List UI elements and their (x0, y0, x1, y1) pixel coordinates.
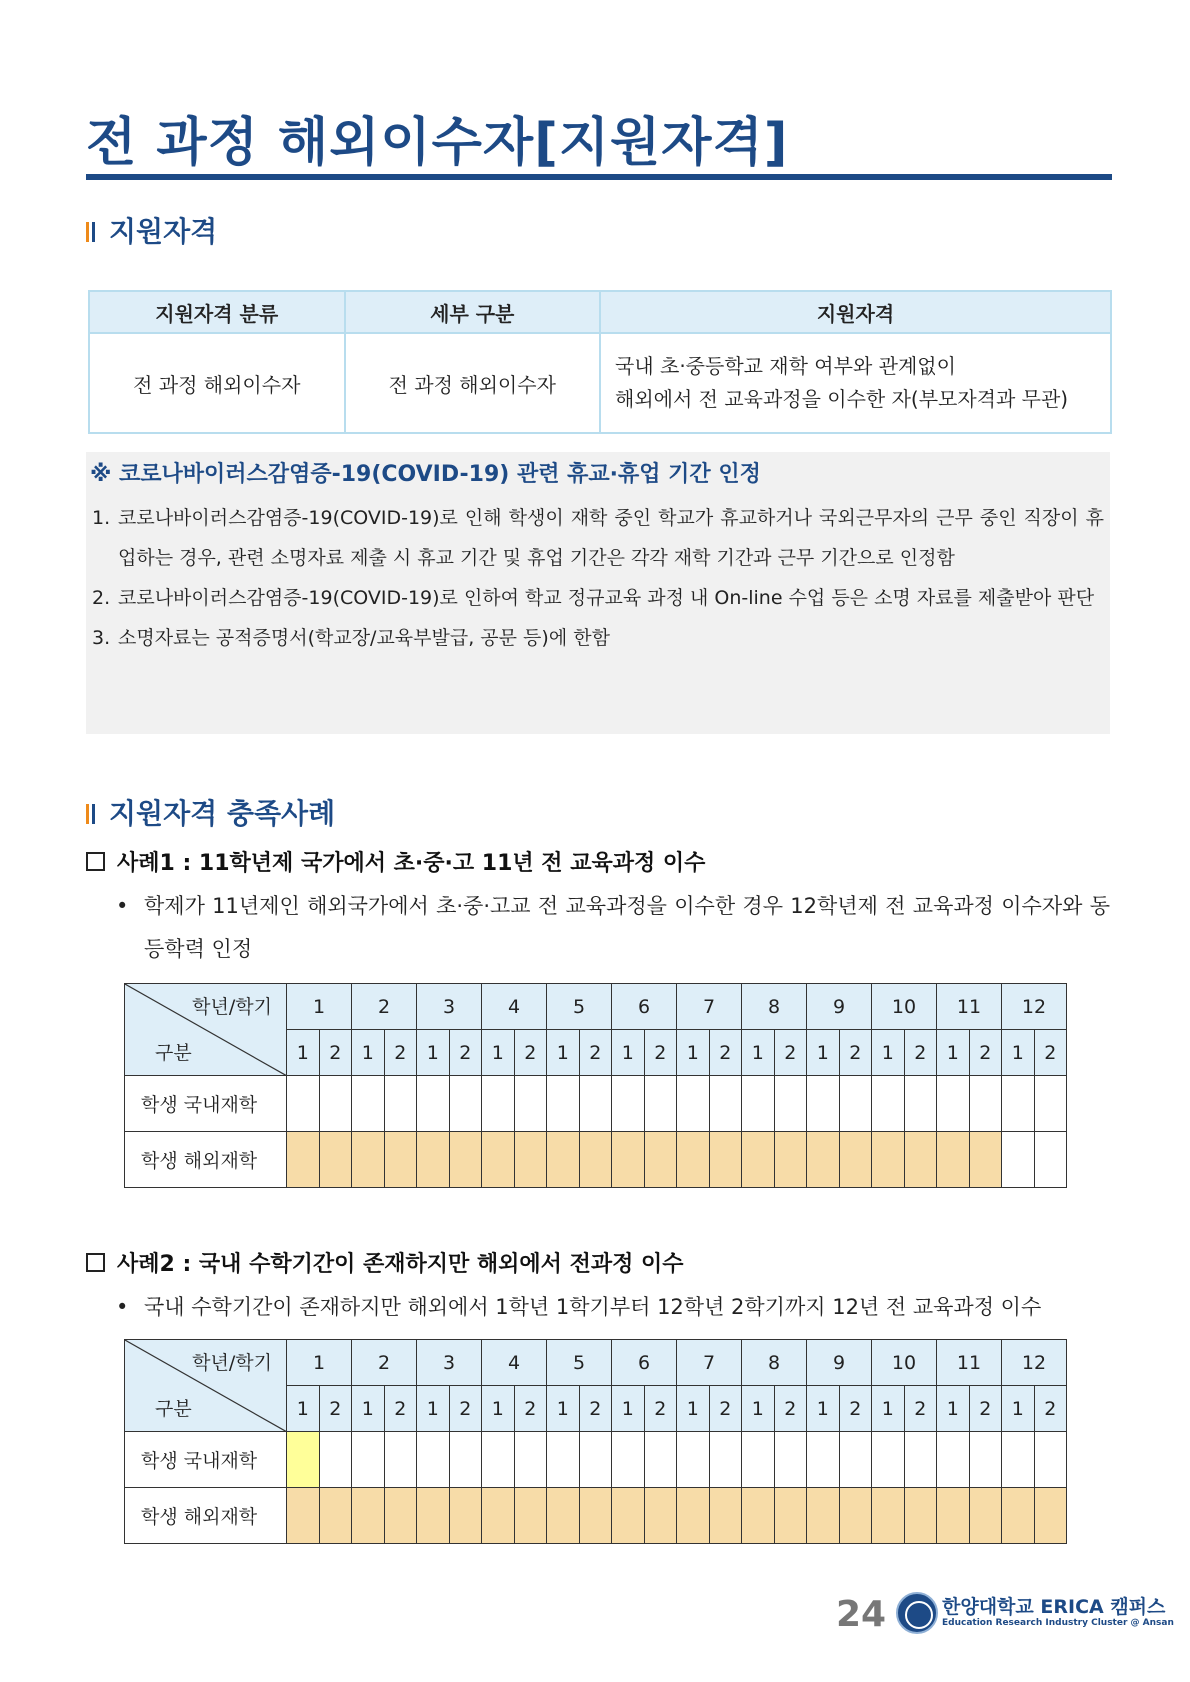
grade-header: 2 (352, 1340, 417, 1386)
semester-header: 1 (417, 1386, 450, 1432)
semester-cell (807, 1132, 840, 1188)
semester-header: 2 (644, 1030, 677, 1076)
grade-header: 3 (417, 984, 482, 1030)
semester-header: 1 (287, 1030, 320, 1076)
semester-header: 2 (709, 1030, 742, 1076)
semester-cell (319, 1132, 352, 1188)
table-header-row (89, 291, 1111, 333)
semester-cell (514, 1132, 547, 1188)
corner-label-bottom: 구분 (155, 1042, 192, 1064)
semester-header: 1 (547, 1030, 580, 1076)
semester-header: 2 (384, 1386, 417, 1432)
semester-header: 1 (482, 1030, 515, 1076)
semester-cell (677, 1432, 710, 1488)
semester-header: 1 (287, 1386, 320, 1432)
requirement-line: 해외에서 전 교육과정을 이수한 자(부모자격과 무관) (615, 387, 1069, 411)
section-heading-qualification (86, 210, 217, 250)
grade-header: 3 (417, 1340, 482, 1386)
semester-cell (612, 1132, 645, 1188)
semester-cell (807, 1432, 840, 1488)
semester-cell (969, 1432, 1002, 1488)
semester-cell (417, 1488, 450, 1544)
covid-notice-list (92, 498, 1104, 658)
semester-cell (417, 1432, 450, 1488)
semester-cell (839, 1488, 872, 1544)
logo-name: 한양대학교 ERICA 캠퍼스 (942, 1596, 1166, 1618)
grade-header: 7 (677, 984, 742, 1030)
semester-cell (352, 1432, 385, 1488)
semester-cell (449, 1132, 482, 1188)
semester-cell (1034, 1488, 1067, 1544)
case1-semester-grid (124, 983, 1067, 1188)
semester-cell (514, 1076, 547, 1132)
semester-header: 1 (547, 1386, 580, 1432)
semester-cell (352, 1488, 385, 1544)
semester-header: 2 (839, 1386, 872, 1432)
grade-header: 9 (807, 1340, 872, 1386)
grade-header: 5 (547, 1340, 612, 1386)
semester-cell (417, 1076, 450, 1132)
semester-cell (547, 1432, 580, 1488)
list-number: 1. (92, 507, 111, 529)
semester-cell (482, 1076, 515, 1132)
semester-cell (319, 1432, 352, 1488)
semester-cell (709, 1132, 742, 1188)
list-text: 소명자료는 공적증명서(학교장/교육부발급, 공문 등)에 한함 (118, 627, 610, 649)
semester-cell (547, 1488, 580, 1544)
table-row (125, 1488, 1067, 1544)
semester-cell (482, 1432, 515, 1488)
semester-header: 2 (709, 1386, 742, 1432)
list-number: 3. (92, 627, 111, 649)
semester-cell (709, 1432, 742, 1488)
corner-label-top: 학년/학기 (192, 996, 272, 1018)
semester-cell (872, 1488, 905, 1544)
semester-cell (449, 1432, 482, 1488)
semester-header: 2 (904, 1030, 937, 1076)
semester-cell (612, 1488, 645, 1544)
semester-cell (839, 1076, 872, 1132)
grade-header: 1 (287, 984, 352, 1030)
semester-header: 2 (579, 1030, 612, 1076)
list-item (92, 578, 1104, 618)
grade-header: 10 (872, 1340, 937, 1386)
semester-cell (969, 1076, 1002, 1132)
semester-cell (287, 1132, 320, 1188)
semester-header: 1 (612, 1030, 645, 1076)
row-label-overseas: 학생 해외재학 (125, 1132, 287, 1188)
semester-cell (904, 1488, 937, 1544)
semester-cell (482, 1488, 515, 1544)
semester-header: 2 (969, 1030, 1002, 1076)
grade-header-row (125, 1340, 1067, 1386)
grade-header: 4 (482, 1340, 547, 1386)
semester-cell (937, 1488, 970, 1544)
semester-cell (1002, 1132, 1035, 1188)
grade-header: 11 (937, 984, 1002, 1030)
semester-cell (742, 1488, 775, 1544)
semester-cell (677, 1132, 710, 1188)
requirement-cell (600, 333, 1111, 433)
semester-cell (807, 1076, 840, 1132)
semester-cell (742, 1076, 775, 1132)
table-row (125, 1076, 1067, 1132)
semester-cell (287, 1076, 320, 1132)
checkbox-square-icon (86, 852, 105, 871)
semester-cell (352, 1132, 385, 1188)
semester-header: 2 (1034, 1030, 1067, 1076)
section-marker-icon (86, 804, 95, 824)
semester-header: 2 (449, 1030, 482, 1076)
row-label-overseas: 학생 해외재학 (125, 1488, 287, 1544)
list-number: 2. (92, 587, 111, 609)
semester-cell (482, 1132, 515, 1188)
section-title: 지원자격 (109, 215, 218, 248)
semester-cell (319, 1488, 352, 1544)
semester-cell (644, 1488, 677, 1544)
semester-header: 2 (319, 1386, 352, 1432)
case1-bullet (116, 885, 1110, 971)
semester-cell (287, 1432, 320, 1488)
semester-cell (352, 1076, 385, 1132)
table-row (125, 1132, 1067, 1188)
grade-header: 11 (937, 1340, 1002, 1386)
semester-cell (872, 1432, 905, 1488)
semester-cell (969, 1488, 1002, 1544)
semester-cell (709, 1488, 742, 1544)
semester-cell (1034, 1076, 1067, 1132)
university-seal-icon (896, 1592, 938, 1634)
semester-cell (807, 1488, 840, 1544)
covid-notice-title: ※ 코로나바이러스감염증-19(COVID-19) 관련 휴교·휴업 기간 인정 (90, 462, 761, 487)
semester-header: 2 (449, 1386, 482, 1432)
semester-header: 1 (872, 1030, 905, 1076)
semester-cell (449, 1076, 482, 1132)
semester-cell (384, 1132, 417, 1188)
grade-header: 10 (872, 984, 937, 1030)
semester-cell (319, 1076, 352, 1132)
semester-header: 1 (352, 1386, 385, 1432)
case-title-text: 사례1 : 11학년제 국가에서 초·중·고 11년 전 교육과정 이수 (117, 851, 706, 876)
semester-header: 2 (514, 1386, 547, 1432)
semester-header: 2 (1034, 1386, 1067, 1432)
semester-cell (384, 1432, 417, 1488)
semester-cell (742, 1432, 775, 1488)
semester-cell (1002, 1488, 1035, 1544)
bullet-dot-icon: • (116, 1295, 129, 1319)
semester-cell (1034, 1132, 1067, 1188)
section-heading-cases (86, 792, 335, 832)
semester-header: 1 (352, 1030, 385, 1076)
grade-header: 4 (482, 984, 547, 1030)
semester-header: 2 (644, 1386, 677, 1432)
grade-header: 8 (742, 984, 807, 1030)
case2-bullet (116, 1286, 1110, 1329)
corner-label-bottom: 구분 (155, 1398, 192, 1420)
semester-header: 2 (579, 1386, 612, 1432)
grade-header: 6 (612, 1340, 677, 1386)
semester-header: 1 (417, 1030, 450, 1076)
table-header: 세부 구분 (345, 291, 601, 333)
logo-subtitle: Education Research Industry Cluster @ Ansan (942, 1618, 1174, 1628)
semester-cell (904, 1076, 937, 1132)
semester-cell (774, 1132, 807, 1188)
semester-cell (1002, 1432, 1035, 1488)
table-header: 지원자격 분류 (89, 291, 345, 333)
semester-cell (1034, 1432, 1067, 1488)
bullet-text: 국내 수학기간이 존재하지만 해외에서 1학년 1학기부터 12학년 2학기까지 12년 전 교육과정 이수 (144, 1295, 1042, 1319)
semester-cell (677, 1488, 710, 1544)
semester-header: 1 (1002, 1386, 1035, 1432)
page-number: 24 (836, 1594, 887, 1635)
table-row (89, 333, 1111, 433)
checkbox-square-icon (86, 1253, 105, 1272)
semester-header: 1 (742, 1030, 775, 1076)
semester-header: 2 (384, 1030, 417, 1076)
grade-header: 12 (1002, 984, 1067, 1030)
semester-header: 2 (904, 1386, 937, 1432)
semester-cell (872, 1132, 905, 1188)
semester-cell (644, 1076, 677, 1132)
grade-header-row (125, 984, 1067, 1030)
requirement-line: 국내 초·중등학교 재학 여부와 관계없이 (615, 354, 956, 378)
semester-header: 1 (677, 1386, 710, 1432)
semester-header: 2 (969, 1386, 1002, 1432)
semester-header: 1 (612, 1386, 645, 1432)
semester-cell (579, 1488, 612, 1544)
case2-semester-grid (124, 1339, 1067, 1544)
semester-cell (937, 1132, 970, 1188)
case1-title (86, 846, 705, 877)
row-label-domestic: 학생 국내재학 (125, 1076, 287, 1132)
semester-header: 1 (807, 1386, 840, 1432)
table-cell: 전 과정 해외이수자 (345, 333, 601, 433)
semester-header: 2 (839, 1030, 872, 1076)
bullet-text: 학제가 11년제인 해외국가에서 초·중·고교 전 교육과정을 이수한 경우 12학년제 전 교육과정 이수자와 동등학력 인정 (144, 894, 1110, 961)
semester-header: 2 (319, 1030, 352, 1076)
semester-cell (612, 1076, 645, 1132)
title-rule (86, 174, 1112, 180)
semester-header: 1 (937, 1030, 970, 1076)
section-title: 지원자격 충족사례 (109, 797, 336, 830)
section-marker-icon (86, 222, 95, 242)
list-text: 코로나바이러스감염증-19(COVID-19)로 인하여 학교 정규교육 과정 내 On-line 수업 등은 소명 자료를 제출받아 판단 (118, 587, 1095, 609)
semester-cell (644, 1432, 677, 1488)
semester-cell (579, 1432, 612, 1488)
semester-cell (417, 1132, 450, 1188)
grade-header: 6 (612, 984, 677, 1030)
grade-header: 12 (1002, 1340, 1067, 1386)
list-item (92, 618, 1104, 658)
semester-cell (742, 1132, 775, 1188)
table-cell: 전 과정 해외이수자 (89, 333, 345, 433)
semester-header: 1 (872, 1386, 905, 1432)
case-title-text: 사례2 : 국내 수학기간이 존재하지만 해외에서 전과정 이수 (117, 1252, 684, 1277)
semester-cell (579, 1076, 612, 1132)
semester-cell (514, 1488, 547, 1544)
grade-header: 1 (287, 1340, 352, 1386)
semester-cell (384, 1488, 417, 1544)
case2-title (86, 1247, 684, 1278)
semester-header: 1 (482, 1386, 515, 1432)
semester-cell (677, 1076, 710, 1132)
semester-header: 1 (742, 1386, 775, 1432)
grade-header: 7 (677, 1340, 742, 1386)
semester-header: 1 (1002, 1030, 1035, 1076)
semester-cell (937, 1432, 970, 1488)
semester-header: 2 (774, 1386, 807, 1432)
semester-cell (287, 1488, 320, 1544)
corner-label-top: 학년/학기 (192, 1352, 272, 1374)
semester-cell (579, 1132, 612, 1188)
semester-cell (904, 1132, 937, 1188)
grade-header: 2 (352, 984, 417, 1030)
table-header: 지원자격 (600, 291, 1111, 333)
semester-cell (547, 1132, 580, 1188)
semester-cell (449, 1488, 482, 1544)
semester-header: 2 (514, 1030, 547, 1076)
semester-cell (774, 1432, 807, 1488)
grade-header: 9 (807, 984, 872, 1030)
grid-corner-cell (125, 1340, 287, 1432)
semester-header: 1 (677, 1030, 710, 1076)
list-text: 코로나바이러스감염증-19(COVID-19)로 인해 학생이 재학 중인 학교가 휴교하거나 국외근무자의 근무 중인 직장이 휴업하는 경우, 관련 소명자료 제출 시 휴교 기간 및 휴업 기간은 각각 재학 기간과 근무 기간으로 인정함 (118, 507, 1104, 569)
list-item (92, 498, 1104, 578)
semester-cell (547, 1076, 580, 1132)
semester-cell (839, 1132, 872, 1188)
semester-header: 2 (774, 1030, 807, 1076)
semester-cell (774, 1488, 807, 1544)
semester-cell (514, 1432, 547, 1488)
table-row (125, 1432, 1067, 1488)
semester-cell (937, 1076, 970, 1132)
semester-header: 1 (937, 1386, 970, 1432)
semester-cell (839, 1432, 872, 1488)
semester-cell (872, 1076, 905, 1132)
qualification-table (88, 290, 1112, 434)
page-title: 전 과정 해외이수자[지원자격] (86, 113, 789, 173)
semester-cell (969, 1132, 1002, 1188)
grade-header: 8 (742, 1340, 807, 1386)
semester-cell (384, 1076, 417, 1132)
bullet-dot-icon: • (116, 894, 129, 918)
grade-header: 5 (547, 984, 612, 1030)
semester-cell (774, 1076, 807, 1132)
semester-cell (644, 1132, 677, 1188)
semester-cell (612, 1432, 645, 1488)
row-label-domestic: 학생 국내재학 (125, 1432, 287, 1488)
semester-cell (1002, 1076, 1035, 1132)
semester-cell (904, 1432, 937, 1488)
semester-cell (709, 1076, 742, 1132)
semester-header: 1 (807, 1030, 840, 1076)
grid-corner-cell (125, 984, 287, 1076)
